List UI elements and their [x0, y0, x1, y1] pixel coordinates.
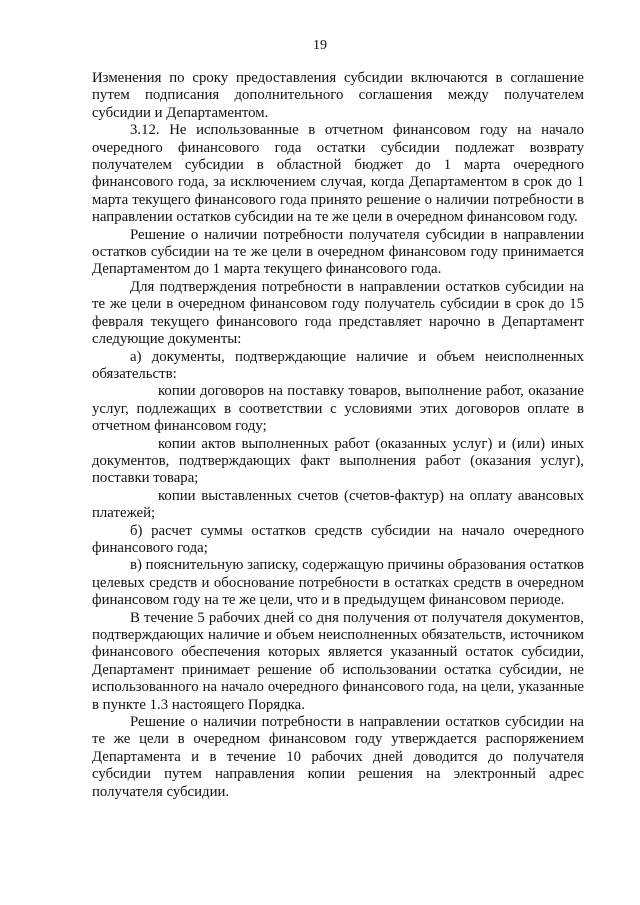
list-subitem-contracts: копии договоров на поставку товаров, выполнение работ, оказание услуг, подлежащих в соответствии с условиями этих договоров оплате в отчетном финансовом году; — [92, 383, 584, 435]
paragraph-changes-term: Изменения по сроку предоставления субсидии включаются в соглашение путем подписания дополнительного соглашения между получателем субсидии и Департаментом. — [92, 70, 584, 121]
list-subitem-invoices: копии выставленных счетов (счетов-фактур) на оплату авансовых платежей; — [92, 487, 584, 522]
list-item-v: в) пояснительную записку, содержащую причины образования остатков целевых средств и обоснование потребности в остатках средств в очередном финансовом году на те же цели, что и в предыдущем финансовом периоде. — [92, 557, 584, 609]
list-item-a: а) документы, подтверждающие наличие и объем неисполненных обязательств: — [92, 348, 584, 382]
paragraph-five-days: В течение 5 рабочих дней со дня получения от получателя документов, подтверждающих наличие и объем неисполненных обязательств, источником финансового обеспечения которых является указанный остаток субсидии, Департамент принимает решение об использовании остатка субсидии, не использованного на начало очередного финансового года, на цели, указанные в пункте 1.3 настоящего Порядка. — [92, 609, 584, 713]
page-number: 19 — [313, 38, 327, 53]
list-item-b: б) расчет суммы остатков средств субсидии на начало очередного финансового года; — [92, 522, 584, 556]
paragraph-confirmation-documents: Для подтверждения потребности в направлении остатков субсидии на те же цели в очередном финансовом году получатель субсидии в срок до 15 февраля текущего финансового года представляет нарочно в Департамент следующие документы: — [92, 278, 584, 348]
paragraph-decision-deadline: Решение о наличии потребности получателя субсидии в направлении остатков субсидии на те же цели в очередном финансовом году принимается Департаментом до 1 марта текущего финансового года. — [92, 226, 584, 278]
paragraph-3-12: 3.12. Не использованные в отчетном финансовом году на начало очередного финансового года остатки субсидии подлежат возврату получателем субсидии в областной бюджет до 1 марта очередного финансового года, за исключением случая, когда Департаментом в срок до 1 марта текущего финансового года принято решение о наличии потребности в направлении остатков субсидии на те же цели в очередном финансовом году. — [92, 122, 584, 226]
paragraph-decision-approval: Решение о наличии потребности в направлении остатков субсидии на те же цели в очередном финансовом году утверждается распоряжением Департамента и в течение 10 рабочих дней доводится до получателя субсидии путем направления копии решения на электронный адрес получателя субсидии. — [92, 714, 584, 800]
list-subitem-acts: копии актов выполненных работ (оказанных услуг) и (или) иных документов, подтверждающих факт выполнения работ (оказания услуг), поставки товара; — [92, 435, 584, 487]
document-body — [92, 70, 584, 801]
